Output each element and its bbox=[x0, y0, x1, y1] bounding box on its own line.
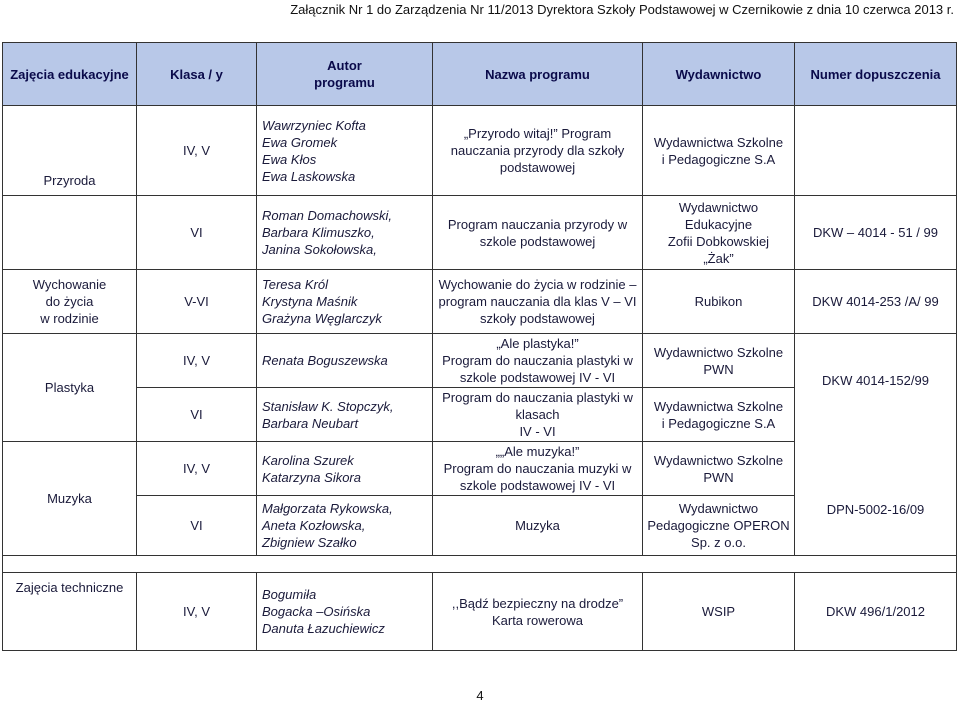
header-approval-number: Numer dopuszczenia bbox=[795, 43, 957, 106]
class-cell: VI bbox=[137, 196, 257, 270]
table-row bbox=[3, 334, 957, 388]
program-cell: „Ale plastyka!” Program do nauczania plastyki w szkole podstawowej IV - VI bbox=[433, 334, 643, 388]
curriculum-table bbox=[2, 42, 957, 651]
class-cell: IV, V bbox=[137, 573, 257, 651]
number-cell: DKW 496/1/2012 bbox=[795, 573, 957, 651]
class-cell: VI bbox=[137, 496, 257, 556]
subject-cell: Wychowanie do życia w rodzinie bbox=[3, 270, 137, 334]
author-cell: Bogumiła Bogacka –Osińska Danuta Łazuchiewicz bbox=[257, 573, 433, 651]
subject-cell bbox=[3, 196, 137, 270]
number-spacer bbox=[798, 406, 953, 484]
class-cell: IV, V bbox=[137, 106, 257, 196]
class-cell: IV, V bbox=[137, 442, 257, 496]
header-class: Klasa / y bbox=[137, 43, 257, 106]
program-cell: „Przyrodo witaj!” Program nauczania przyrody dla szkoły podstawowej bbox=[433, 106, 643, 196]
spacer-cell bbox=[3, 556, 957, 573]
author-cell: Wawrzyniec Kofta Ewa Gromek Ewa Kłos Ewa Laskowska bbox=[257, 106, 433, 196]
table-row bbox=[3, 106, 957, 196]
page-number: 4 bbox=[476, 688, 484, 703]
program-cell: Muzyka bbox=[433, 496, 643, 556]
program-cell: Program do nauczania plastyki w klasach IV - VI bbox=[433, 388, 643, 442]
author-cell: Karolina Szurek Katarzyna Sikora bbox=[257, 442, 433, 496]
table-header-row bbox=[3, 43, 957, 106]
spacer-row bbox=[3, 556, 957, 573]
number-cell bbox=[795, 106, 957, 196]
program-cell: ,,Bądź bezpieczny na drodze” Karta rowerowa bbox=[433, 573, 643, 651]
number-cell: DKW – 4014 - 51 / 99 bbox=[795, 196, 957, 270]
number-cell bbox=[795, 334, 957, 556]
number-cell: DKW 4014-253 /A/ 99 bbox=[795, 270, 957, 334]
publisher-cell: Wydawnictwa Szkolne i Pedagogiczne S.A bbox=[643, 388, 795, 442]
page-header: Załącznik Nr 1 do Zarządzenia Nr 11/2013 Dyrektora Szkoły Podstawowej w Czernikowie z dnia 10 czerwca 2013 r. bbox=[290, 2, 954, 17]
table-row bbox=[3, 270, 957, 334]
table-row bbox=[3, 196, 957, 270]
publisher-cell: WSIP bbox=[643, 573, 795, 651]
program-cell: „„Ale muzyka!” Program do nauczania muzyki w szkole podstawowej IV - VI bbox=[433, 442, 643, 496]
header-program-name: Nazwa programu bbox=[433, 43, 643, 106]
publisher-cell: Wydawnictwo Szkolne PWN bbox=[643, 442, 795, 496]
table-row bbox=[3, 573, 957, 651]
subject-cell: Plastyka bbox=[3, 334, 137, 442]
header-subject: Zajęcia edukacyjne bbox=[3, 43, 137, 106]
subject-cell: Zajęcia techniczne bbox=[3, 573, 137, 651]
program-cell: Wychowanie do życia w rodzinie – program nauczania dla klas V – VI szkoły podstawowej bbox=[433, 270, 643, 334]
subject-cell: Przyroda bbox=[3, 106, 137, 196]
number-value: DKW 4014-152/99 bbox=[822, 372, 929, 388]
class-cell: VI bbox=[137, 388, 257, 442]
author-cell: Małgorzata Rykowska, Aneta Kozłowska, Zbigniew Szałko bbox=[257, 496, 433, 556]
publisher-cell: Wydawnictwo Edukacyjne Zofii Dobkowskiej „Żak” bbox=[643, 196, 795, 270]
class-cell: IV, V bbox=[137, 334, 257, 388]
header-publisher: Wydawnictwo bbox=[643, 43, 795, 106]
author-cell: Renata Boguszewska bbox=[257, 334, 433, 388]
publisher-cell: Rubikon bbox=[643, 270, 795, 334]
class-cell: V-VI bbox=[137, 270, 257, 334]
author-cell: Roman Domachowski, Barbara Klimuszko, Janina Sokołowska, bbox=[257, 196, 433, 270]
program-cell: Program nauczania przyrody w szkole podstawowej bbox=[433, 196, 643, 270]
number-value: DPN-5002-16/09 bbox=[826, 501, 925, 517]
publisher-cell: Wydawnictwo Pedagogiczne OPERON Sp. z o.o. bbox=[643, 496, 795, 556]
header-author: Autor programu bbox=[257, 43, 433, 106]
author-cell: Teresa Król Krystyna Maśnik Grażyna Węglarczyk bbox=[257, 270, 433, 334]
subject-cell: Muzyka bbox=[3, 442, 137, 556]
publisher-cell: Wydawnictwa Szkolne i Pedagogiczne S.A bbox=[643, 106, 795, 196]
author-cell: Stanisław K. Stopczyk, Barbara Neubart bbox=[257, 388, 433, 442]
publisher-cell: Wydawnictwo Szkolne PWN bbox=[643, 334, 795, 388]
